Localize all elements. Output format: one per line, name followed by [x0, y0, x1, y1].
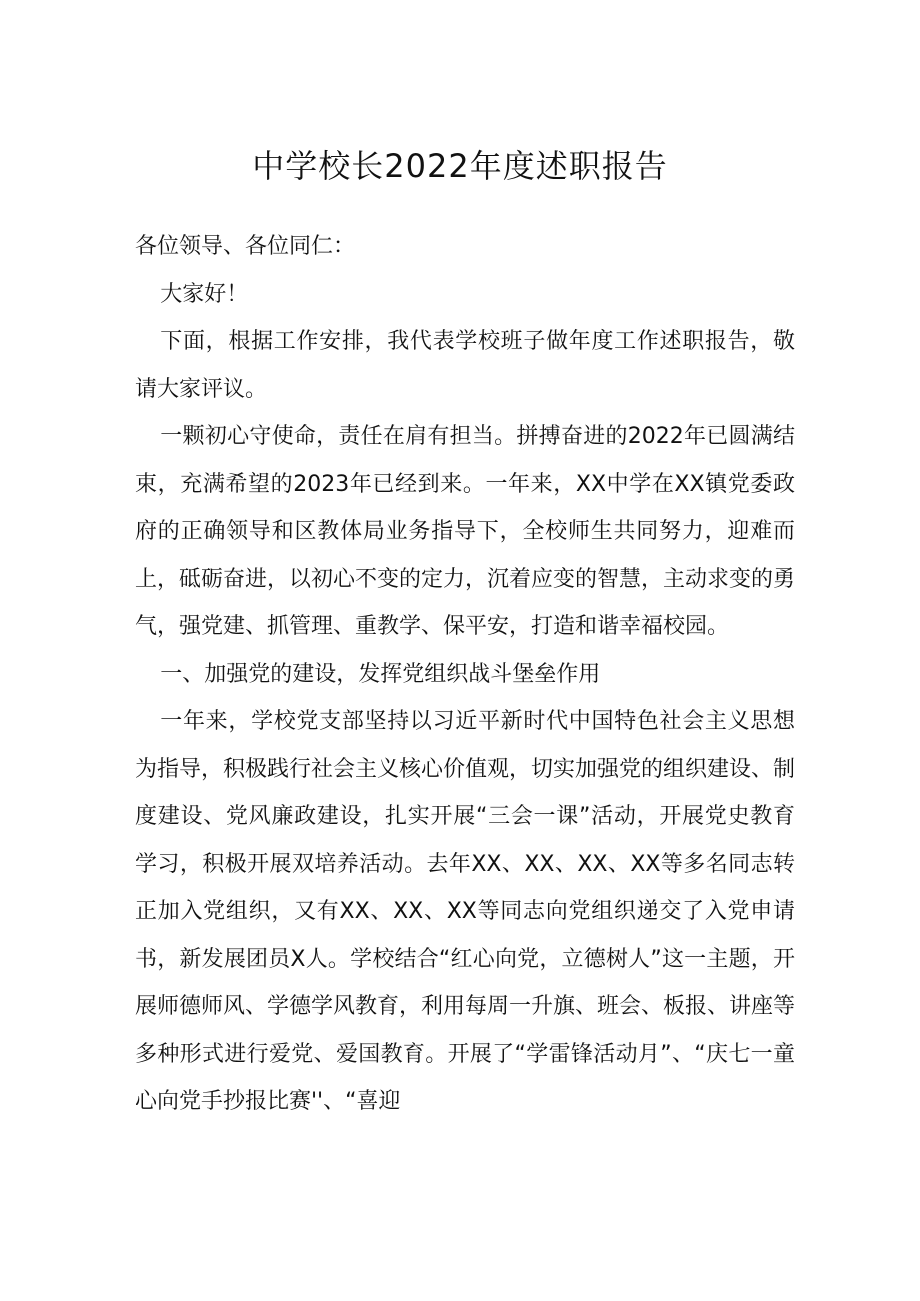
intro-paragraph: 下面，根据工作安排，我代表学校班子做年度工作述职报告，敬请大家评议。: [135, 329, 795, 402]
document-body: [135, 223, 795, 1126]
summary-paragraph: 一颗初心守使命，责任在肩有担当。拼搏奋进的2022年已圆满结束，充满希望的2023年已经到来。一年来，XX中学在XX镇党委政府的正确领导和区教体局业务指导下，全校师生共同努力，迎难而上，砥砺奋进，以初心不变的定力，沉着应变的智慧，主动求变的勇气，强党建、抓管理、重教学、保平安，打造和谐幸福校园。: [135, 424, 796, 639]
page-title: 中学校长2022年度述职报告: [252, 147, 668, 185]
section-heading: 一、加强党的建设，发挥党组织战斗堡垒作用: [160, 661, 601, 687]
salutation: 各位领导、各位同仁：: [135, 234, 356, 259]
party-building-paragraph: 一年来，学校党支部坚持以习近平新时代中国特色社会主义思想为指导，积极践行社会主义核心价值观，切实加强党的组织建设、制度建设、党风廉政建设，扎实开展“三会一课”活动，开展党史教育学习，积极开展双培养活动。去年XX、XX、XX、XX等多名同志转正加入党组织，又有XX、XX、XX等同志向党组织递交了入党申请书，新发展团员X人。学校结合“红心向党，立德树人”这一主题，开展师德师风、学德学风教育，利用每周一升旗、班会、板报、讲座等多种形式进行爱党、爱国教育。开展了“学雷锋活动月”、“庆七一童心向党手抄报比赛''、“喜迎: [135, 709, 796, 1114]
greeting-paragraph: 大家好！: [160, 281, 249, 307]
